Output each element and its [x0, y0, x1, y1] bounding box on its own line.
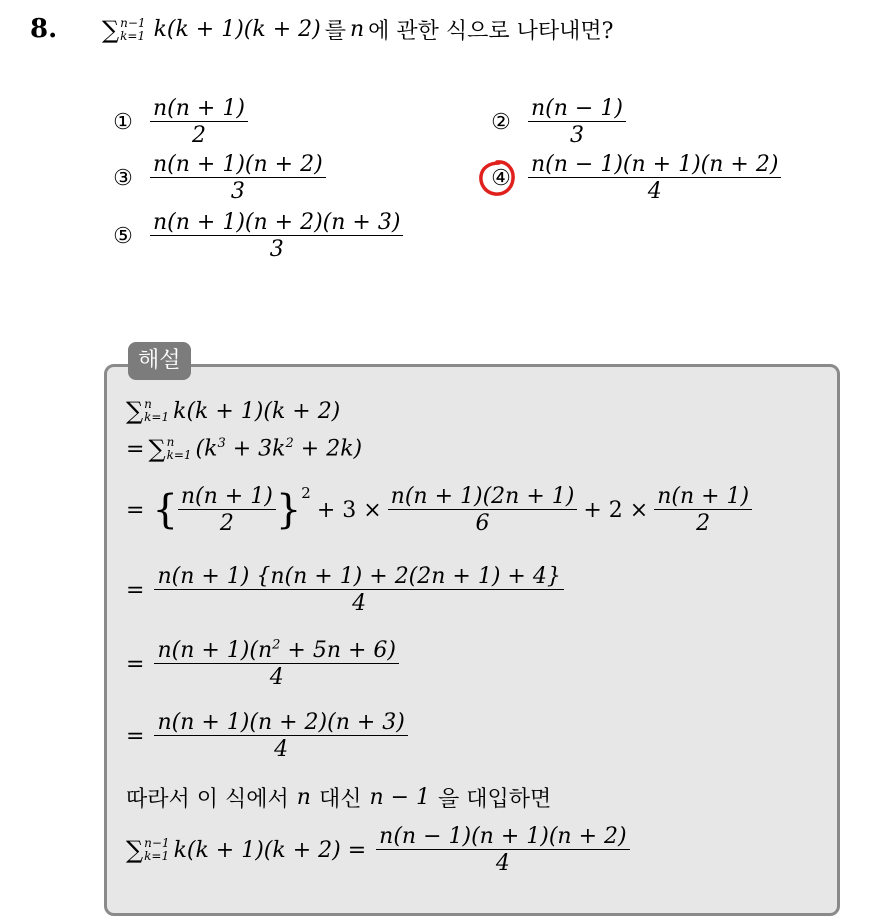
numerator: n(n − 1)(n + 1)(n + 2) — [376, 824, 629, 850]
solution-line-2: = ∑ n k=1 $(k^3 + 3k^2 + 2k)$ — [126, 435, 363, 463]
fraction — [528, 152, 781, 205]
sum-lower: k=1 — [120, 28, 146, 43]
choice-5[interactable] — [108, 210, 403, 263]
solution-line-6 — [126, 710, 408, 763]
expression: k(k + 1)(k + 2) = — [173, 837, 367, 863]
numerator: n(n + 1) — [150, 96, 248, 122]
numerator: n(n + 1)(n + 2) — [150, 152, 326, 178]
solution-line-7 — [126, 782, 551, 813]
numerator — [154, 638, 399, 664]
stem-text-2: 에 관한 식으로 나타내면? — [368, 19, 614, 44]
equals-sign: = — [126, 651, 145, 677]
sum-upper: n — [166, 435, 175, 449]
text: 을 대입하면 — [438, 787, 552, 812]
sum-lower: k=1 — [144, 410, 170, 424]
denominator: 4 — [274, 737, 289, 763]
sum-upper: n−1 — [120, 15, 146, 30]
numerator: n(n − 1) — [528, 96, 626, 122]
fraction — [154, 564, 563, 617]
exponent: 2 — [285, 436, 294, 452]
choice-3[interactable] — [108, 152, 326, 205]
denominator: 4 — [647, 179, 662, 205]
solution-line-5 — [126, 638, 399, 691]
choice-mark: ① — [113, 109, 133, 135]
choice-mark-selected — [486, 166, 516, 191]
denominator: 3 — [269, 237, 284, 263]
numerator: n(n + 1) — [654, 484, 752, 510]
numerator: n(n + 1)(2n + 1) — [388, 484, 578, 510]
fraction — [154, 710, 407, 763]
numerator: n(n + 1) — [178, 484, 276, 510]
expression-part: + 3k — [225, 436, 286, 462]
expression-part: (k — [195, 436, 218, 462]
fraction — [154, 638, 399, 691]
numerator-part: n(n + 1)(n — [157, 638, 273, 663]
denominator: 2 — [191, 123, 206, 149]
choice-4[interactable] — [486, 152, 781, 205]
denominator: 3 — [569, 123, 584, 149]
sum-lower: k=1 — [144, 849, 170, 864]
numerator-part: + 5n + 6) — [280, 638, 396, 663]
text: 대신 — [318, 787, 362, 812]
fraction — [654, 484, 752, 537]
fraction — [150, 210, 403, 263]
selected-circle-icon — [477, 158, 517, 198]
expression-part: + 2k) — [293, 436, 363, 462]
denominator: 4 — [269, 665, 284, 691]
sum-upper: n−1 — [144, 836, 170, 851]
fraction — [388, 484, 578, 537]
denominator: 4 — [495, 851, 510, 877]
right-brace: } — [275, 487, 302, 534]
text: 따라서 이 식에서 — [126, 787, 289, 812]
fraction — [376, 824, 629, 877]
variable: n − 1 — [369, 785, 431, 810]
choice-mark-text: ④ — [491, 165, 511, 191]
sum-upper: n — [144, 397, 152, 411]
choice-mark: ⑤ — [113, 223, 133, 249]
solution-line-8: ∑ n−1 k=1 k(k + 1)(k + 2) = $\frac{n(n - 1)(n + 1)(n + 2)}{4}$ — [126, 824, 630, 877]
fraction — [528, 96, 626, 149]
denominator: 6 — [475, 511, 490, 537]
fraction — [150, 152, 326, 205]
variable: n — [296, 785, 311, 810]
question-number: 8. — [30, 14, 58, 44]
stem-text-1: 를 — [324, 19, 346, 44]
solution-line-1: ∑ n k=1 k(k + 1)(k + 2) — [126, 397, 341, 425]
denominator: 2 — [696, 511, 711, 537]
fraction — [178, 484, 276, 537]
fraction — [150, 96, 248, 149]
term-operator: + 3 × — [316, 497, 382, 523]
numerator: n(n + 1)(n + 2)(n + 3) — [150, 210, 403, 236]
summand: k(k + 1)(k + 2) — [153, 17, 321, 42]
denominator: 4 — [352, 591, 367, 617]
choice-2[interactable] — [486, 96, 626, 149]
choice-mark: ② — [491, 109, 511, 135]
choice-1[interactable] — [108, 96, 248, 149]
question-stem — [102, 14, 613, 45]
solution-line-4 — [126, 564, 564, 617]
stem-variable: n — [350, 17, 365, 42]
left-brace: { — [152, 487, 178, 534]
solution-label: 해설 — [128, 342, 191, 380]
solution-line-3 — [126, 484, 752, 537]
equals-sign: = — [126, 497, 145, 523]
numerator: n(n + 1)(n + 2)(n + 3) — [154, 710, 407, 736]
term-operator: + 2 × — [583, 497, 649, 523]
equals-sign: = — [126, 723, 145, 749]
exponent: 2 — [301, 484, 311, 502]
numerator: n(n − 1)(n + 1)(n + 2) — [528, 152, 781, 178]
exponent: 3 — [217, 436, 226, 452]
denominator: 3 — [230, 179, 245, 205]
sum-lower: k=1 — [166, 448, 192, 462]
numerator: n(n + 1) {n(n + 1) + 2(2n + 1) + 4} — [154, 564, 563, 590]
expression: k(k + 1)(k + 2) — [173, 398, 341, 424]
equals-sign: = — [126, 577, 145, 603]
choice-mark: ③ — [113, 165, 133, 191]
denominator: 2 — [219, 511, 234, 537]
exponent: 2 — [272, 637, 281, 653]
sigma-symbol: ∑ n−1 k=1 — [102, 15, 146, 44]
equals-sign: = — [126, 436, 145, 462]
